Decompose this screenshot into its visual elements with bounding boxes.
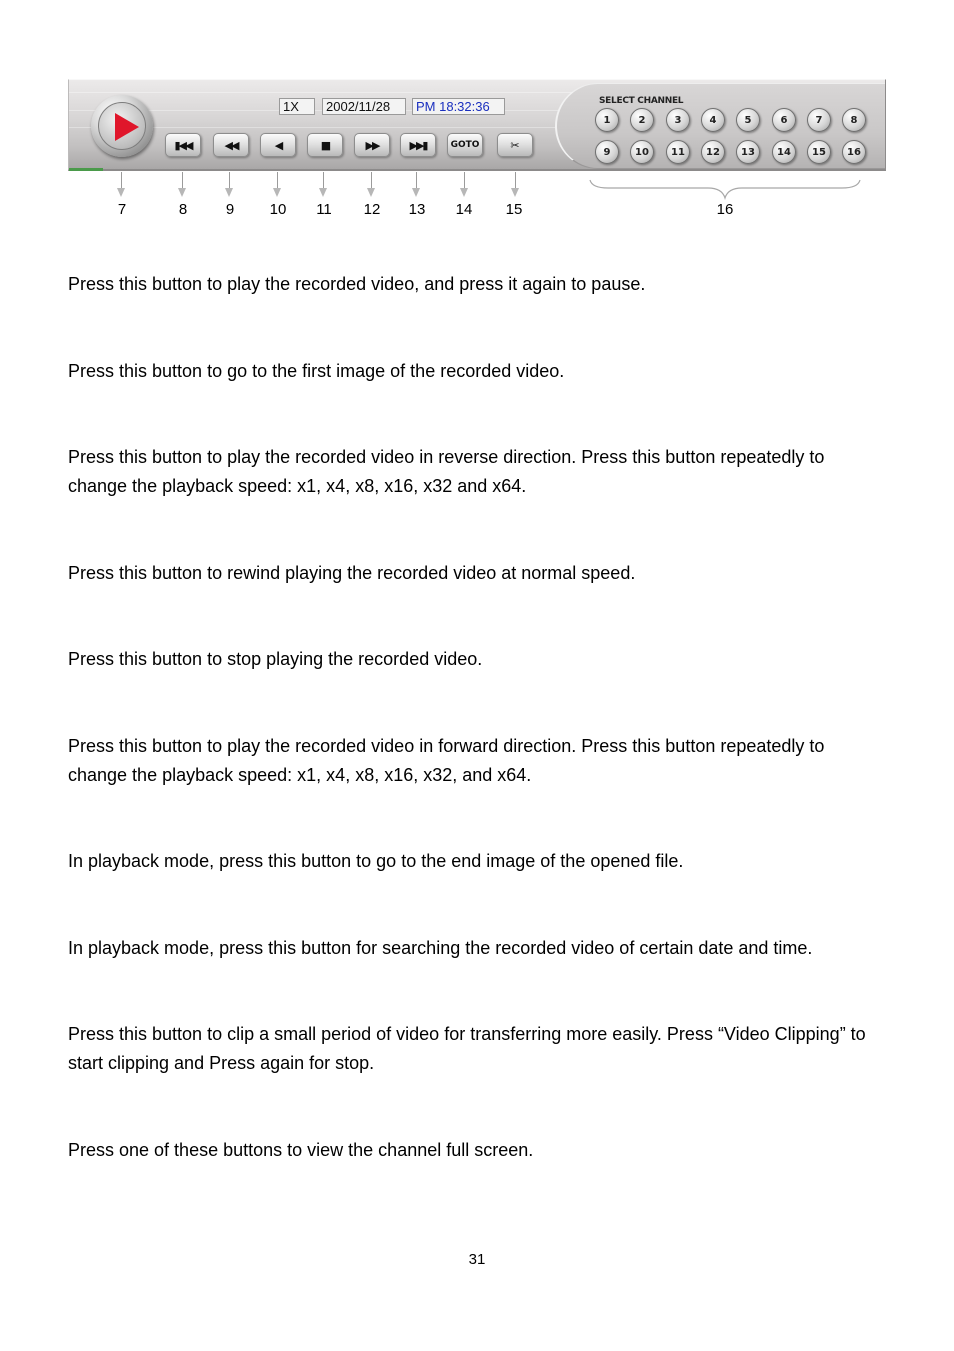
play-pause-button[interactable] — [91, 95, 153, 157]
goto-button[interactable]: GOTO — [447, 133, 483, 157]
channel-button-7[interactable]: 7 — [807, 108, 831, 132]
channel-selector — [555, 83, 885, 169]
callout-number: 12 — [363, 201, 381, 218]
callout-arrow — [367, 172, 376, 198]
callout-arrow — [117, 172, 126, 198]
callout-number: 9 — [225, 201, 235, 218]
callout-arrow — [225, 172, 234, 198]
description-channel-select: Press one of these buttons to view the channel full screen. — [68, 1140, 534, 1160]
channel-button-12[interactable]: 12 — [701, 140, 725, 164]
description-stop: Press this button to stop playing the recorded video. — [68, 649, 483, 669]
fast-forward-button[interactable] — [354, 133, 390, 157]
channel-button-16[interactable]: 16 — [842, 140, 866, 164]
play-icon — [115, 113, 139, 141]
description-reverse-play: Press this button to play the recorded video in reverse direction. Press this button repeatedly to change the playback speed: x1, x4, x8, x16, x32 and x64. — [68, 447, 825, 496]
skip-to-end-button[interactable] — [400, 133, 436, 157]
page-number: 31 — [468, 1251, 486, 1268]
callout-arrow — [273, 172, 282, 198]
fast-forward-icon: ▶▶ — [365, 138, 379, 152]
date-display: 2002/11/28 — [322, 98, 406, 115]
description-rewind: Press this button to rewind playing the recorded video at normal speed. — [68, 563, 636, 583]
callout-number: 11 — [316, 201, 332, 218]
callout-number: 8 — [178, 201, 188, 218]
stop-button[interactable] — [307, 133, 343, 157]
channel-button-6[interactable]: 6 — [772, 108, 796, 132]
skip-to-start-icon: ▮◀◀ — [174, 138, 192, 152]
callout-number: 13 — [408, 201, 426, 218]
reverse-play-button[interactable] — [260, 133, 296, 157]
callout-number: 7 — [117, 201, 127, 218]
fast-reverse-button[interactable] — [213, 133, 249, 157]
callout-arrow — [460, 172, 469, 198]
callout-arrow — [511, 172, 520, 198]
channel-button-13[interactable]: 13 — [736, 140, 760, 164]
callout-number: 16 — [716, 201, 734, 218]
fast-reverse-icon: ◀◀ — [224, 138, 238, 152]
channel-brace — [588, 178, 862, 200]
reverse-play-icon: ◀ — [274, 138, 282, 152]
channel-button-2[interactable]: 2 — [630, 108, 654, 132]
description-video-clipping: Press this button to clip a small period of video for transferring more easily. Press “Video Clipping” to start clipping and Press again for stop. — [68, 1024, 866, 1073]
description-goto: In playback mode, press this button for searching the recorded video of certain date and time. — [68, 938, 813, 958]
speed-display: 1X — [279, 98, 315, 115]
channel-button-11[interactable]: 11 — [666, 140, 690, 164]
channel-button-9[interactable]: 9 — [595, 140, 619, 164]
description-first-image: Press this button to go to the first image of the recorded video. — [68, 361, 565, 381]
channel-button-8[interactable]: 8 — [842, 108, 866, 132]
channel-button-5[interactable]: 5 — [736, 108, 760, 132]
skip-to-start-button[interactable] — [165, 133, 201, 157]
channel-button-3[interactable]: 3 — [666, 108, 690, 132]
video-clipping-button[interactable] — [497, 133, 533, 157]
select-channel-label: SELECT CHANNEL — [599, 96, 684, 106]
callout-arrow — [319, 172, 328, 198]
description-forward-play: Press this button to play the recorded video in forward direction. Press this button repeatedly to change the playback speed: x1, x4, x8, x16, x32, and x64. — [68, 736, 825, 785]
skip-to-end-icon: ▶▶▮ — [409, 138, 427, 152]
callout-arrow — [178, 172, 187, 198]
channel-button-15[interactable]: 15 — [807, 140, 831, 164]
callout-number: 10 — [269, 201, 287, 218]
callout-arrow — [412, 172, 421, 198]
channel-button-10[interactable]: 10 — [630, 140, 654, 164]
channel-button-1[interactable]: 1 — [595, 108, 619, 132]
description-play: Press this button to play the recorded video, and press it again to pause. — [68, 274, 646, 294]
callout-number: 14 — [455, 201, 473, 218]
channel-button-14[interactable]: 14 — [772, 140, 796, 164]
stop-icon: ■ — [320, 138, 330, 152]
callout-number: 15 — [505, 201, 523, 218]
time-display: PM 18:32:36 — [412, 98, 505, 115]
description-end-image: In playback mode, press this button to go to the end image of the opened file. — [68, 851, 684, 871]
channel-button-4[interactable]: 4 — [701, 108, 725, 132]
playback-control-panel — [68, 79, 886, 171]
scissors-icon: ✂ — [510, 138, 520, 152]
